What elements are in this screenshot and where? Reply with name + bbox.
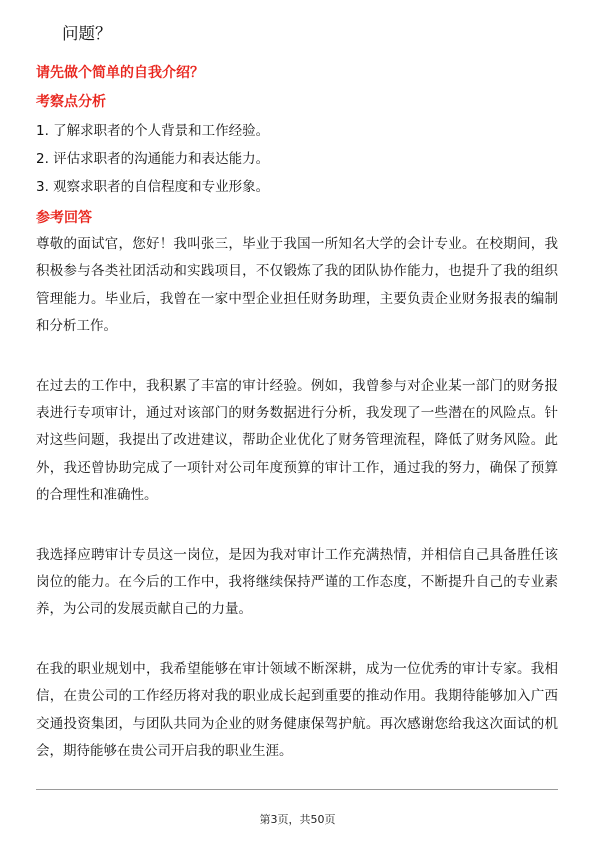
answer-paragraph: 在我的职业规划中，我希望能够在审计领域不断深耕，成为一位优秀的审计专家。我相信，在贵公司的工作经历将对我的职业成长起到重要的推动作用。我期待能够加入广西交通投资集团，与团队共同为企业的财务健康保驾护航。再次感谢您给我这次面试的机会，期待能够在贵公司开启我的职业生涯。 <box>36 660 558 760</box>
question-title: 请先做个简单的自我介绍？ <box>36 65 204 81</box>
answer-paragraph: 尊敬的面试官，您好！我叫张三，毕业于我国一所知名大学的会计专业。在校期间，我积极参与各类社团活动和实践项目，不仅锻炼了我的团队协作能力，也提升了我的组织管理能力。毕业后，我曾在一家中型企业担任财务助理，主要负责企业财务报表的编制和分析工作。 <box>36 236 558 335</box>
analysis-list <box>36 117 561 201</box>
list-item: 3. 观察求职者的自信程度和专业形象。 <box>36 179 270 195</box>
list-item: 2. 评估求职者的沟通能力和表达能力。 <box>36 151 270 167</box>
section-heading: 问题？ <box>62 24 112 43</box>
page-number: 第3页，共50页 <box>259 813 336 826</box>
analysis-label: 考察点分析 <box>36 94 106 110</box>
answer-paragraph: 我选择应聘审计专员这一岗位，是因为我对审计工作充满热情，并相信自己具备胜任该岗位的能力。在今后的工作中，我将继续保持严谨的工作态度，不断提升自己的专业素养，为公司的发展贡献自己的力量。 <box>36 546 558 618</box>
list-item: 1. 了解求职者的个人背景和工作经验。 <box>36 123 270 139</box>
answer-paragraph: 在过去的工作中，我积累了丰富的审计经验。例如，我曾参与对企业某一部门的财务报表进行专项审计，通过对该部门的财务数据进行分析，我发现了一些潜在的风险点。针对这些问题，我提出了改进建议，帮助企业优化了财务管理流程，降低了财务风险。此外，我还曾协助完成了一项针对公司年度预算的审计工作，通过我的努力，确保了预算的合理性和准确性。 <box>36 377 558 504</box>
answer-body <box>36 231 558 766</box>
answer-label: 参考回答 <box>36 210 92 226</box>
footer-divider <box>36 789 558 790</box>
